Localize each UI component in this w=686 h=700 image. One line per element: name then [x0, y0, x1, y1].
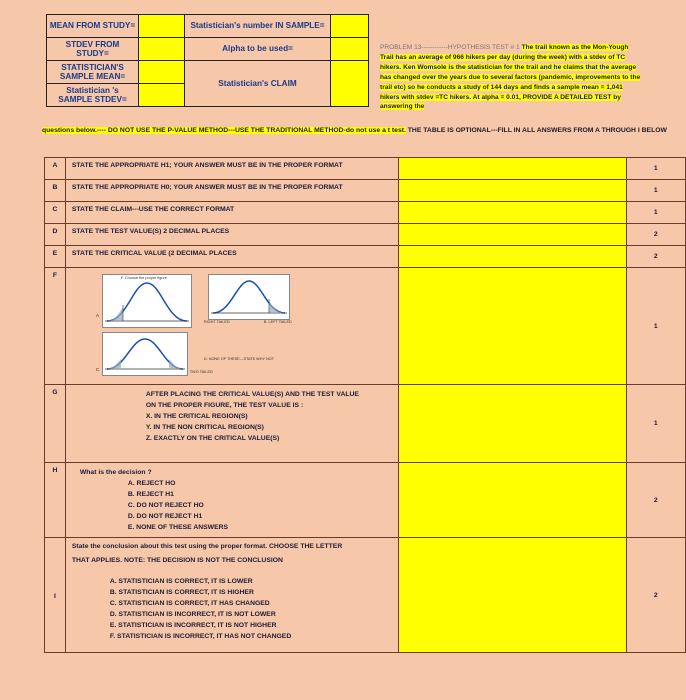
- row-letter: B: [45, 180, 66, 202]
- h-option-c: C. DO NOT REJECT HO: [127, 502, 204, 509]
- g-option-y: Y. IN THE NON CRITICAL REGION(S): [145, 424, 264, 431]
- i-option-e: E. STATISTICIAN IS INCORRECT, IT IS NOT HIGHER: [109, 622, 277, 629]
- h-option-b: B. REJECT H1: [127, 491, 174, 498]
- row-letter: C: [45, 202, 66, 224]
- row-letter-text: I: [53, 593, 56, 600]
- claim-input[interactable]: [331, 61, 369, 107]
- instructions-method: questions below.---- DO NOT USE THE P-VALUE METHOD---USE THE TRADITIONAL METHOD-do not use a t test.: [42, 127, 406, 134]
- h-question: What is the decision ?: [79, 469, 152, 476]
- answer-a-cell[interactable]: [398, 158, 626, 180]
- answer-i-cell[interactable]: [398, 538, 626, 653]
- points: 1: [626, 268, 685, 385]
- row-letter: D: [45, 224, 66, 246]
- question-text: [65, 538, 398, 653]
- points: 1: [626, 158, 685, 180]
- question-table: [44, 157, 686, 653]
- mean-from-study-input[interactable]: [139, 15, 185, 38]
- number-in-sample-label: Statistician's number IN SAMPLE=: [185, 15, 331, 38]
- question-text: [65, 463, 398, 538]
- bell-curve-icon: [103, 275, 191, 327]
- g-line-1: AFTER PLACING THE CRITICAL VALUE(S) AND THE TEST VALUE: [145, 391, 359, 398]
- instructions: [42, 125, 672, 136]
- table-row-c: [45, 202, 686, 224]
- points: 1: [626, 385, 685, 463]
- answer-c-cell[interactable]: [398, 202, 626, 224]
- i-option-f: F. STATISTICIAN IS INCORRECT, IT HAS NOT CHANGED: [109, 633, 292, 640]
- points: 2: [626, 538, 685, 653]
- figure-a-letter: A: [95, 314, 100, 319]
- none-of-these-label: D. NONE OF THESE---STATE WHY NOT: [203, 357, 275, 361]
- table-row-d: [45, 224, 686, 246]
- i-intro-2: THAT APPLIES. NOTE: THE DECISION IS NOT THE CONCLUSION: [71, 557, 283, 564]
- question-text: STATE THE CLAIM---USE THE CORRECT FORMAT: [65, 202, 398, 224]
- i-option-b: B. STATISTICIAN IS CORRECT, IT IS HIGHER: [109, 589, 254, 596]
- stdev-from-study-input[interactable]: [139, 38, 185, 61]
- i-intro-1: State the conclusion about this test using the proper format. CHOOSE THE LETTER: [71, 543, 343, 550]
- table-row-a: [45, 158, 686, 180]
- points: 2: [626, 224, 685, 246]
- question-text: [65, 385, 398, 463]
- study-info-table: [46, 14, 369, 107]
- bell-curve-icon: [103, 333, 187, 375]
- table-row-e: [45, 246, 686, 268]
- h-option-d: D. DO NOT REJECT H1: [127, 513, 203, 520]
- figure-choice-cell: [65, 268, 398, 385]
- answer-h-cell[interactable]: [398, 463, 626, 538]
- answer-d-cell[interactable]: [398, 224, 626, 246]
- answer-b-cell[interactable]: [398, 180, 626, 202]
- bell-curve-icon: [209, 275, 289, 319]
- figure-c-label: TWO TAILED: [189, 370, 213, 374]
- g-option-z: Z. EXACTLY ON THE CRITICAL VALUE(S): [145, 435, 280, 442]
- points: 1: [626, 202, 685, 224]
- row-letter: [45, 538, 66, 653]
- alpha-input[interactable]: [331, 38, 369, 61]
- points: 2: [626, 246, 685, 268]
- i-option-d: D. STATISTICIAN IS INCORRECT, IT IS NOT LOWER: [109, 611, 276, 618]
- answer-g-cell[interactable]: [398, 385, 626, 463]
- sample-stdev-input[interactable]: [139, 84, 185, 107]
- sample-stdev-label: Statistician 's SAMPLE STDEV=: [47, 84, 139, 107]
- figure-b-label: RIGHT TAILED: [203, 320, 230, 324]
- figure-c[interactable]: [102, 332, 188, 376]
- table-row-b: [45, 180, 686, 202]
- figure-b[interactable]: [208, 274, 290, 320]
- i-option-c: C. STATISTICIAN IS CORRECT, IT HAS CHANGED: [109, 600, 270, 607]
- sample-mean-input[interactable]: [139, 61, 185, 84]
- row-letter: F: [45, 268, 66, 385]
- table-row-f: [45, 268, 686, 385]
- problem-statement: [380, 43, 642, 112]
- instructions-fill: THE TABLE IS OPTIONAL---FILL IN ALL ANSWERS FROM A THROUGH I BELOW: [407, 127, 667, 134]
- stdev-from-study-label: STDEV FROM STUDY=: [47, 38, 139, 61]
- row-letter: E: [45, 246, 66, 268]
- question-text: STATE THE APPROPRIATE H1; YOUR ANSWER MUST BE IN THE PROPER FORMAT: [65, 158, 398, 180]
- answer-e-cell[interactable]: [398, 246, 626, 268]
- problem-text: The trail known as the Mon-Yough Trail has an average of 966 hikers per day (during the week) with a stdev of TC hikers. Ken Womsole is the statistician for the trail and he claims that the average has changed over the years due to several factors (pandemic, improvements to the trail etc) so he conducts a study of 144 days and finds a sample mean = 1,041 hikers with stdev =TC hikers. At alpha = 0.01, PROVIDE A DETAILED TEST by answering the: [380, 44, 641, 111]
- figure-c-letter: C: [95, 368, 100, 373]
- h-option-a: A. REJECT HO: [127, 480, 176, 487]
- row-letter: G: [45, 385, 66, 463]
- number-in-sample-input[interactable]: [331, 15, 369, 38]
- figure-b-letter: B. LEFT TAILED: [263, 320, 292, 324]
- sample-mean-label: STATISTICIAN'S SAMPLE MEAN=: [47, 61, 139, 84]
- h-option-e: E. NONE OF THESE ANSWERS: [127, 524, 229, 531]
- points: 2: [626, 463, 685, 538]
- g-option-x: X. IN THE CRITICAL REGION(S): [145, 413, 248, 420]
- problem-heading: PROBLEM 13------------HYPOTHESIS TEST # 1: [380, 44, 520, 51]
- alpha-label: Alpha to be used=: [185, 38, 331, 61]
- question-text: STATE THE CRITICAL VALUE (2 DECIMAL PLACES: [65, 246, 398, 268]
- table-row-i: [45, 538, 686, 653]
- points: 1: [626, 180, 685, 202]
- g-line-2: ON THE PROPER FIGURE, THE TEST VALUE IS :: [145, 402, 304, 409]
- claim-label: Statistician's CLAIM: [185, 61, 331, 107]
- row-letter: H: [45, 463, 66, 538]
- answer-f-cell[interactable]: [398, 268, 626, 385]
- table-row-g: [45, 385, 686, 463]
- figure-a[interactable]: [102, 274, 192, 328]
- mean-from-study-label: MEAN FROM STUDY=: [47, 15, 139, 38]
- question-text: STATE THE APPROPRIATE H0; YOUR ANSWER MUST BE IN THE PROPER FORMAT: [65, 180, 398, 202]
- choose-figure-label: F. Choose the proper figure: [120, 276, 167, 280]
- table-row-h: [45, 463, 686, 538]
- figure-area: [72, 272, 392, 380]
- question-text: STATE THE TEST VALUE(S) 2 DECIMAL PLACES: [65, 224, 398, 246]
- row-letter: A: [45, 158, 66, 180]
- i-option-a: A. STATISTICIAN IS CORRECT, IT IS LOWER: [109, 578, 253, 585]
